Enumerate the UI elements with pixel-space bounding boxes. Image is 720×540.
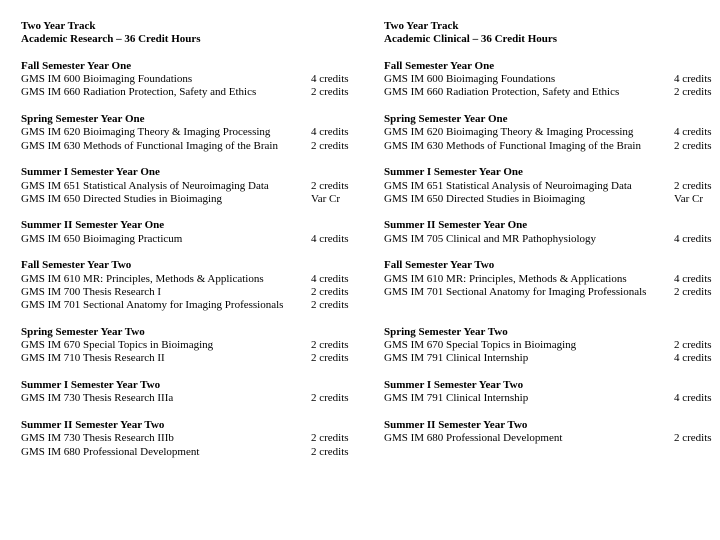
course-row <box>21 73 351 86</box>
course-row <box>21 273 351 286</box>
semester-title: Summer I Semester Year One <box>384 166 523 179</box>
section-spacer <box>384 366 714 379</box>
course-credits: 2 credits <box>311 86 349 99</box>
track-title: Two Year Track <box>384 20 459 32</box>
course-name: GMS IM 650 Directed Studies in Bioimaging <box>21 192 223 205</box>
course-name: GMS IM 700 Thesis Research I <box>21 285 162 298</box>
course-row <box>384 432 714 445</box>
course-name: GMS IM 660 Radiation Protection, Safety and Ethics <box>384 86 620 99</box>
course-row <box>21 126 351 139</box>
course-credits: 4 credits <box>674 392 712 405</box>
section-spacer <box>384 47 714 60</box>
course-name: GMS IM 651 Statistical Analysis of Neuroimaging Data <box>384 179 632 192</box>
course-row <box>21 299 351 312</box>
semester-title: Spring Semester Year One <box>384 113 508 126</box>
semester-title: Summer II Semester Year Two <box>384 418 528 431</box>
course-name: GMS IM 650 Bioimaging Practicum <box>21 232 183 245</box>
course-name: GMS IM 730 Thesis Research IIIb <box>21 432 174 445</box>
course-credits: 4 credits <box>311 232 349 245</box>
section-spacer <box>21 206 351 219</box>
course-row <box>21 180 351 193</box>
section-spacer <box>21 100 351 113</box>
research-track-column <box>21 20 351 459</box>
course-name: GMS IM 670 Special Topics in Bioimaging <box>21 339 214 352</box>
semester-title: Summer II Semester Year One <box>384 219 528 232</box>
course-row <box>21 339 351 352</box>
semester-title: Spring Semester Year Two <box>21 325 145 338</box>
course-credits: 2 credits <box>674 139 712 152</box>
section-spacer <box>384 246 714 259</box>
section-spacer <box>21 47 351 60</box>
course-name: GMS IM 630 Methods of Functional Imaging of the Brain <box>21 139 278 152</box>
course-credits: Var Cr <box>674 192 704 205</box>
course-name: GMS IM 701 Sectional Anatomy for Imaging Professionals <box>384 285 647 298</box>
course-credits: Var Cr <box>311 192 341 205</box>
course-credits: 4 credits <box>311 272 349 285</box>
course-row <box>21 352 351 365</box>
course-credits: 2 credits <box>311 392 349 405</box>
course-credits: 2 credits <box>674 285 712 298</box>
section-spacer <box>384 100 714 113</box>
semester-title: Spring Semester Year One <box>21 113 145 126</box>
section-spacer <box>21 246 351 259</box>
course-credits: 2 credits <box>674 179 712 192</box>
course-name: GMS IM 620 Bioimaging Theory & Imaging Processing <box>384 126 634 139</box>
semester-list <box>21 47 351 459</box>
course-credits: 4 credits <box>674 352 712 365</box>
course-credits: 4 credits <box>311 126 349 139</box>
course-name: GMS IM 701 Sectional Anatomy for Imaging Professionals <box>21 299 284 312</box>
course-name: GMS IM 600 Bioimaging Foundations <box>384 73 556 86</box>
course-credits: 4 credits <box>674 232 712 245</box>
course-credits: 2 credits <box>311 445 349 458</box>
semester-title: Fall Semester Year One <box>384 59 495 72</box>
course-name: GMS IM 630 Methods of Functional Imaging of the Brain <box>384 139 641 152</box>
course-row <box>384 352 714 365</box>
semester-title: Fall Semester Year One <box>21 59 132 72</box>
course-row <box>21 193 351 206</box>
course-row <box>384 86 714 99</box>
course-row <box>384 339 714 352</box>
semester-title: Summer I Semester Year Two <box>384 379 524 392</box>
course-credits: 2 credits <box>311 432 349 445</box>
course-row <box>384 180 714 193</box>
course-row <box>384 233 714 246</box>
course-name: GMS IM 670 Special Topics in Bioimaging <box>384 339 577 352</box>
section-spacer <box>384 153 714 166</box>
course-credits: 2 credits <box>311 179 349 192</box>
track-title: Two Year Track <box>21 20 96 32</box>
course-name: GMS IM 610 MR: Principles, Methods & Applications <box>384 272 627 285</box>
course-credits: 4 credits <box>674 272 712 285</box>
course-row <box>21 86 351 99</box>
course-name: GMS IM 620 Bioimaging Theory & Imaging Processing <box>21 126 271 139</box>
course-row <box>384 286 714 299</box>
course-name: GMS IM 651 Statistical Analysis of Neuroimaging Data <box>21 179 269 192</box>
section-spacer <box>21 153 351 166</box>
track-subtitle: Academic Clinical – 36 Credit Hours <box>384 33 558 46</box>
course-row <box>384 140 714 153</box>
course-credits: 2 credits <box>311 352 349 365</box>
semester-list <box>384 47 714 446</box>
course-name: GMS IM 730 Thesis Research IIIa <box>21 392 174 405</box>
course-name: GMS IM 680 Professional Development <box>21 445 200 458</box>
course-row <box>384 73 714 86</box>
course-credits: 2 credits <box>311 139 349 152</box>
course-row <box>384 392 714 405</box>
course-name: GMS IM 710 Thesis Research II <box>21 352 165 365</box>
course-name: GMS IM 791 Clinical Internship <box>384 352 529 365</box>
course-name: GMS IM 680 Professional Development <box>384 432 563 445</box>
section-spacer <box>384 406 714 419</box>
course-row <box>21 392 351 405</box>
semester-title: Summer II Semester Year One <box>21 219 165 232</box>
semester-title: Fall Semester Year Two <box>384 259 495 272</box>
course-row <box>21 286 351 299</box>
clinical-track-column <box>384 20 714 446</box>
semester-title: Fall Semester Year Two <box>21 259 132 272</box>
course-name: GMS IM 650 Directed Studies in Bioimaging <box>384 192 586 205</box>
course-name: GMS IM 705 Clinical and MR Pathophysiology <box>384 232 597 245</box>
section-spacer <box>384 206 714 219</box>
course-credits: 2 credits <box>674 432 712 445</box>
course-row <box>21 140 351 153</box>
course-row <box>384 273 714 286</box>
course-credits: 4 credits <box>674 73 712 86</box>
course-name: GMS IM 610 MR: Principles, Methods & Applications <box>21 272 264 285</box>
track-subtitle: Academic Research – 36 Credit Hours <box>21 33 201 46</box>
semester-title: Spring Semester Year Two <box>384 325 508 338</box>
course-row <box>384 126 714 139</box>
course-row <box>21 233 351 246</box>
section-spacer <box>384 313 714 326</box>
course-row <box>384 193 714 206</box>
course-credits: 4 credits <box>311 73 349 86</box>
course-credits: 2 credits <box>311 285 349 298</box>
course-credits: 2 credits <box>674 339 712 352</box>
course-name: GMS IM 600 Bioimaging Foundations <box>21 73 193 86</box>
semester-title: Summer I Semester Year Two <box>21 379 161 392</box>
course-credits: 2 credits <box>674 86 712 99</box>
course-row <box>21 446 351 459</box>
semester-title: Summer I Semester Year One <box>21 166 160 179</box>
course-row <box>21 432 351 445</box>
course-credits: 2 credits <box>311 299 349 312</box>
semester-title: Summer II Semester Year Two <box>21 418 165 431</box>
course-credits: 4 credits <box>674 126 712 139</box>
section-spacer <box>21 313 351 326</box>
section-spacer <box>21 406 351 419</box>
section-spacer <box>21 366 351 379</box>
course-name: GMS IM 791 Clinical Internship <box>384 392 529 405</box>
course-name: GMS IM 660 Radiation Protection, Safety and Ethics <box>21 86 257 99</box>
course-row <box>384 299 714 312</box>
course-credits: 2 credits <box>311 339 349 352</box>
